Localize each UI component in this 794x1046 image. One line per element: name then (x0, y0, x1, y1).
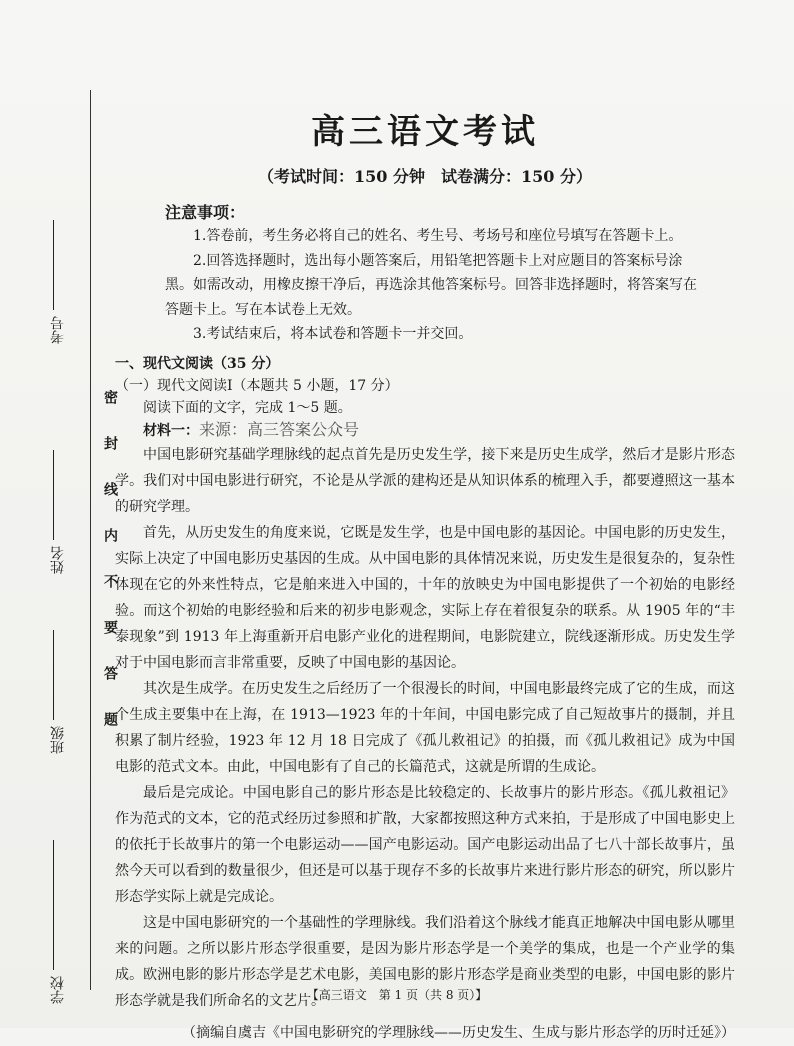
name-field[interactable] (48, 450, 68, 574)
source-citation: （摘编自虞吉《中国电影研究的学理脉线——历史发生、生成与影片形态学的历时迁延》） (182, 1024, 735, 1041)
exam-title: 高三语文考试 (311, 112, 539, 152)
body-paragraph: 中国电影研究基础学理脉线的起点首先是历史发生学，接下来是历史生成学，然后才是影片形态学。我们对中国电影进行研究，不论是从学派的建构还是从知识体系的梳理入手，都要遵照这一基本的研究学理。 (115, 446, 735, 515)
body-paragraph: 其次是生成学。在历史发生之后经历了一个很漫长的时间，中国电影最终完成了它的生成，而这个生成主要集中在上海，在 1913—1923 年的十年间，中国电影完成了自己短故事片的摄制，并且积累了制片经验，1923 年 12 月 18 日完成了《孤儿救祖记》的拍摄，而《孤儿救祖记》成为中国电影的范式文本。由此，中国电影有了自己的长篇范式，这就是所谓的生成论。 (115, 680, 735, 775)
exam-number-field[interactable] (48, 220, 68, 344)
note-item: 3.考试结束后，将本试卷和答题卡一并交回。 (193, 326, 473, 342)
section-title: 一、现代文阅读（35 分） (115, 355, 280, 372)
material-heading (115, 419, 735, 442)
body-paragraph: 首先，从历史发生的角度来说，它既是发生学，也是中国电影的基因论。中国电影的历史发生，实际上决定了中国电影历史基因的生成。从中国电影的具体情况来说，历史发生是很复杂的，复杂性体现在它的外来性特点，它是舶来进入中国的，十年的放映史为中国电影提供了一个初始的电影经验。而这个初始的电影经验和后来的初步电影观念，实际上存在着很复杂的联系。从 1905 年的“丰泰现象”到 1913 年上海重新开启电影产业化的进程期间，电影院建立，院线逐渐形成。历史发生学对于中国电影而言非常重要，反映了中国电影的基因论。 (115, 524, 735, 671)
exam-subtitle: （考试时间：150 分钟 试卷满分：150 分） (258, 167, 592, 186)
class-label: 班级 (50, 726, 66, 754)
school-field[interactable] (48, 840, 68, 1004)
main-content (115, 110, 735, 1046)
body-paragraph: 这是中国电影研究的一个基础性的学理脉线。我们沿着这个脉线才能真正地解决中国电影从哪里来的问题。之所以影片形态学很重要，是因为影片形态学是一个美学的集成，也是一个产业学的集成。欧洲电影的影片形态学是艺术电影，美国电影的影片形态学是商业类型的电影，中国电影的影片形态学就是我们所命名的文艺片。 (115, 914, 735, 1009)
watermark-text: 来源：高三答案公众号 (199, 419, 360, 439)
school-label: 学校 (50, 976, 66, 1004)
binding-strip (18, 70, 118, 1004)
seal-line-text: 密封线内不要答题 (102, 390, 118, 758)
note-item: 2.回答选择题时，选出每小题答案后，用铅笔把答题卡上对应题目的答案标号涂 (193, 252, 683, 269)
notes-heading: 注意事项： (165, 203, 246, 222)
material-label: 材料一： (143, 422, 199, 439)
page-footer: 【高三语文 第 1 页（共 8 页）】 (306, 988, 488, 1002)
note-item: 黑。如需改动，用橡皮擦干净后，再选涂其他答案标号。回答非选择题时，将答案写在 (165, 277, 697, 293)
subsection-title: （一）现代文阅读Ⅰ（本题共 5 小题，17 分） (115, 377, 399, 394)
class-field[interactable] (48, 630, 68, 754)
note-item: 答题卡上。写在本试卷上无效。 (165, 301, 361, 318)
exam-number-label: 考号 (50, 316, 66, 344)
note-item: 1.答卷前，考生务必将自己的姓名、考生号、考场号和座位号填写在答题卡上。 (193, 228, 683, 244)
name-label: 姓名 (50, 546, 66, 574)
body-paragraph: 最后是完成论。中国电影自己的影片形态是比较稳定的、长故事片的影片形态。《孤儿救祖记》作为范式的文本，它的范式经历过参照和扩散，大家都按照这种方式来拍，于是形成了中国电影史上的依托于长故事片的第一个电影运动——国产电影运动。国产电影运动出品了七八十部长故事片，虽然今天可以看到的数量很少，但还是可以基于现存不多的长故事片来进行影片形态的研究，所以影片形态学实际上就是完成论。 (115, 784, 735, 905)
binding-line (90, 90, 91, 990)
reading-instruction: 阅读下面的文字，完成 1～5 题。 (143, 399, 352, 416)
